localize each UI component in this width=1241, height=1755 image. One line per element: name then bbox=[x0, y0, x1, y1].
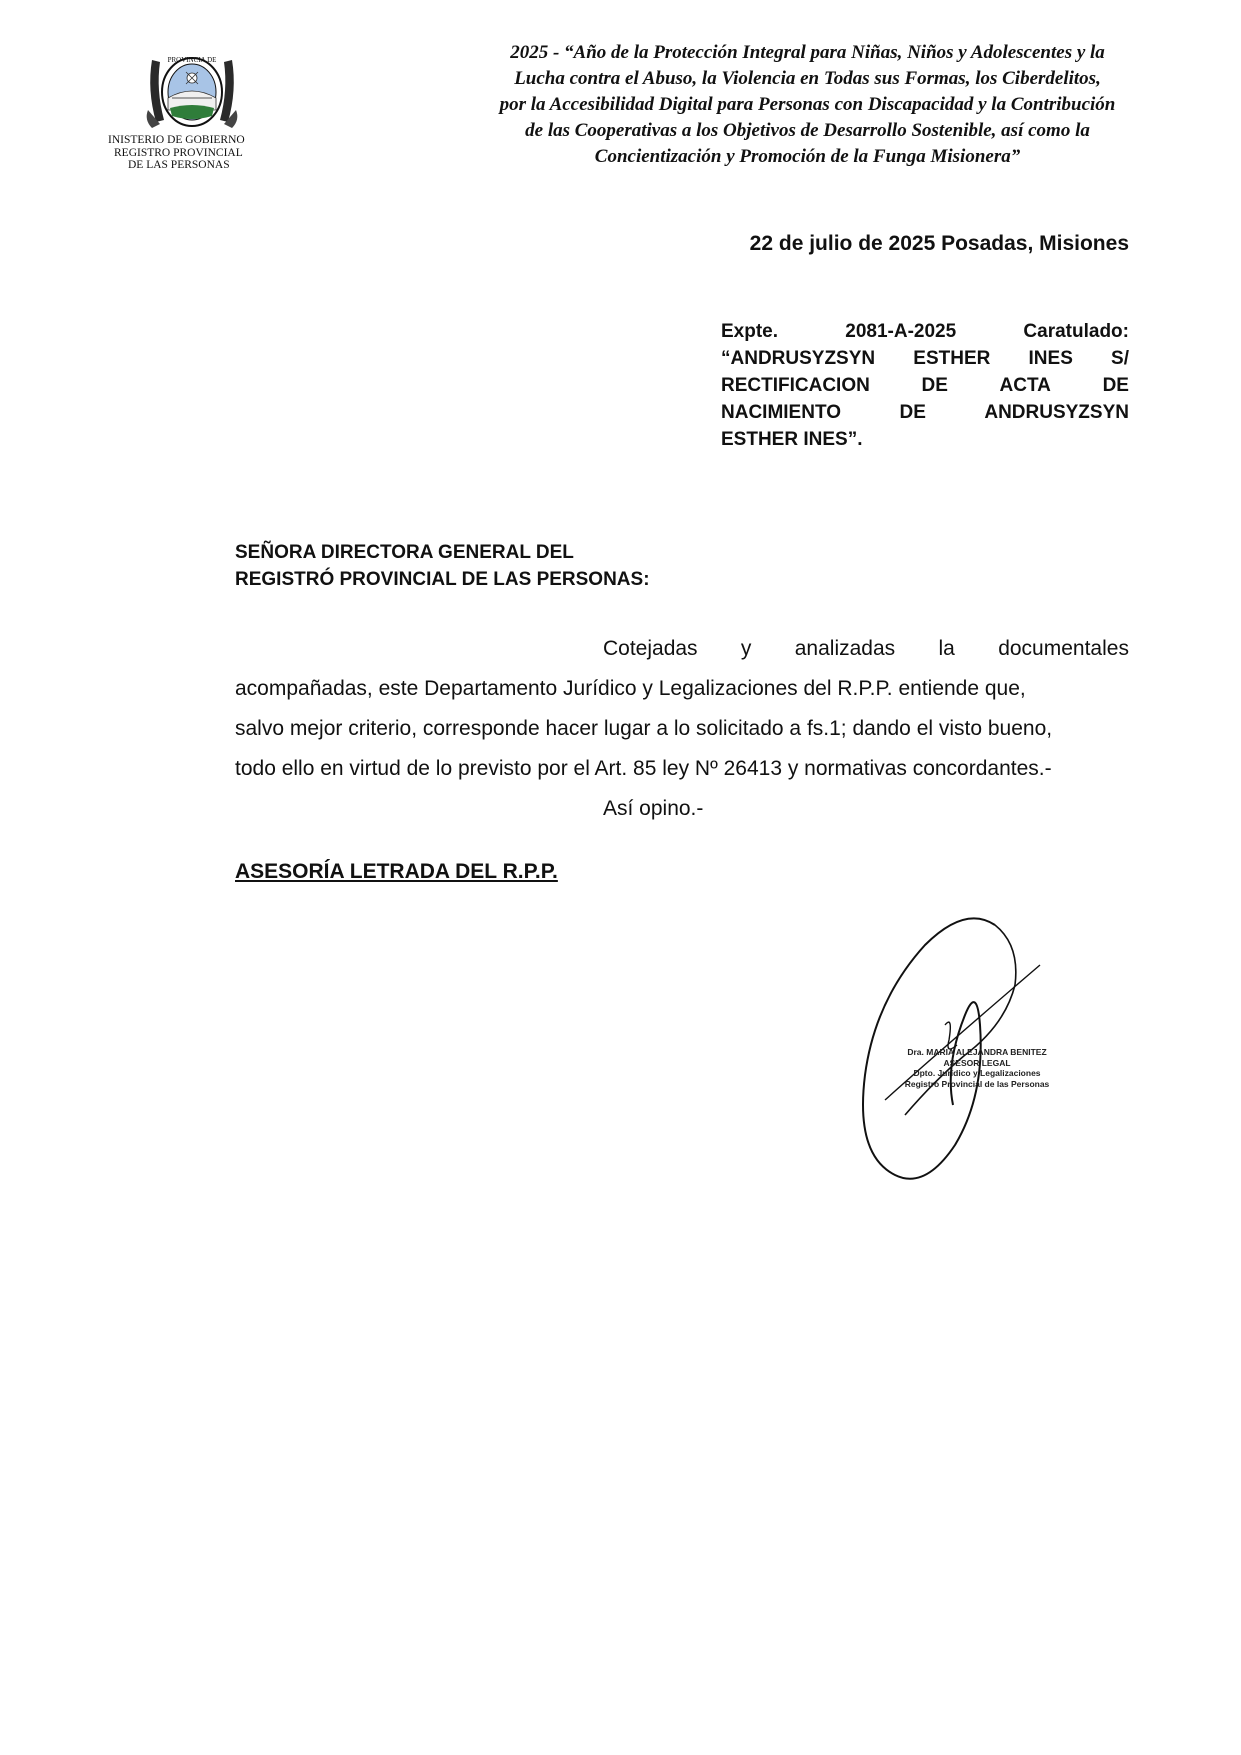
opinion-body bbox=[235, 629, 1129, 829]
expediente-word: RECTIFICACION bbox=[721, 375, 870, 396]
motto-line: Lucha contra el Abuso, la Violencia en Todas sus Formas, los Ciberdelitos, bbox=[514, 68, 1101, 89]
stamp-line: ASESOR LEGAL bbox=[943, 1057, 1011, 1068]
body-word: analizadas bbox=[794, 637, 896, 660]
expediente-word: DE bbox=[1102, 375, 1129, 396]
motto-line: 2025 - “Año de la Protección Integral para Niñas, Niños y Adolescentes y la bbox=[510, 42, 1105, 63]
expediente-word: Caratulado: bbox=[1023, 321, 1129, 342]
body-word: Cotejadas bbox=[603, 637, 698, 660]
addressee bbox=[235, 539, 650, 593]
body-line: salvo mejor criterio, corresponde hacer lugar a lo solicitado a fs.1; dando el visto bueno, bbox=[235, 717, 1053, 740]
signoff-heading: ASESORÍA LETRADA DEL R.P.P. bbox=[235, 860, 558, 883]
expediente-word: S/ bbox=[1111, 348, 1129, 369]
expediente-word: ESTHER INES”. bbox=[721, 429, 863, 450]
expediente-reference bbox=[721, 318, 1129, 453]
provincial-crest-icon bbox=[142, 50, 242, 132]
expediente-word: ESTHER bbox=[913, 348, 991, 369]
expediente-word: Expte. bbox=[721, 321, 779, 342]
date-line: 22 de julio de 2025 Posadas, Misiones bbox=[749, 232, 1129, 255]
ministry-name bbox=[108, 134, 278, 172]
body-line: acompañadas, este Departamento Jurídico y Legalizaciones del R.P.P. entiende que, bbox=[235, 677, 1026, 700]
expediente-word: DE bbox=[921, 375, 948, 396]
body-word: y bbox=[740, 637, 752, 660]
closing-line: Así opino.- bbox=[603, 797, 704, 820]
expediente-word: ACTA bbox=[999, 375, 1051, 396]
addressee-line: SEÑORA DIRECTORA GENERAL DEL bbox=[235, 542, 574, 563]
body-line: todo ello en virtud de lo previsto por el Art. 85 ley Nº 26413 y normativas concordantes.- bbox=[235, 757, 1052, 780]
expediente-line bbox=[721, 345, 1129, 372]
stamp-line: Dpto. Jurídico y Legalizaciones bbox=[913, 1068, 1041, 1078]
expediente-line bbox=[721, 426, 1129, 453]
crest-text: PROVINCIA DE bbox=[167, 56, 217, 64]
motto-line: Concientización y Promoción de la Funga Misionera” bbox=[594, 146, 1021, 167]
ministry-line: REGISTRO PROVINCIAL bbox=[114, 146, 243, 159]
body-word: la bbox=[938, 637, 955, 660]
body-word: documentales bbox=[998, 637, 1129, 660]
motto-line: por la Accesibilidad Digital para Personas con Discapacidad y la Contribución bbox=[499, 94, 1116, 115]
stamp-line: Dra. MARIA ALEJANDRA BENITEZ bbox=[907, 1047, 1047, 1057]
expediente-word: ANDRUSYZSYN bbox=[984, 402, 1129, 423]
expediente-word: “ANDRUSYZSYN bbox=[721, 348, 876, 369]
addressee-line: REGISTRÓ PROVINCIAL DE LAS PERSONAS: bbox=[235, 569, 650, 590]
expediente-word: INES bbox=[1028, 348, 1073, 369]
expediente-word: NACIMIENTO bbox=[721, 402, 841, 423]
stamp-line: Registro Provincial de las Personas bbox=[904, 1078, 1050, 1089]
expediente-line bbox=[721, 399, 1129, 426]
expediente-line bbox=[721, 318, 1129, 345]
expediente-word: 2081-A-2025 bbox=[845, 321, 957, 342]
expediente-word: DE bbox=[899, 402, 926, 423]
ministry-line: INISTERIO DE GOBIERNO bbox=[108, 134, 245, 146]
expediente-line bbox=[721, 372, 1129, 399]
body-line bbox=[235, 629, 1129, 669]
year-motto bbox=[450, 40, 1165, 170]
motto-line: de las Cooperativas a los Objetivos de Desarrollo Sostenible, así como la bbox=[525, 120, 1090, 141]
legal-advisor-stamp bbox=[902, 1047, 1052, 1089]
ministry-line: DE LAS PERSONAS bbox=[128, 159, 230, 171]
